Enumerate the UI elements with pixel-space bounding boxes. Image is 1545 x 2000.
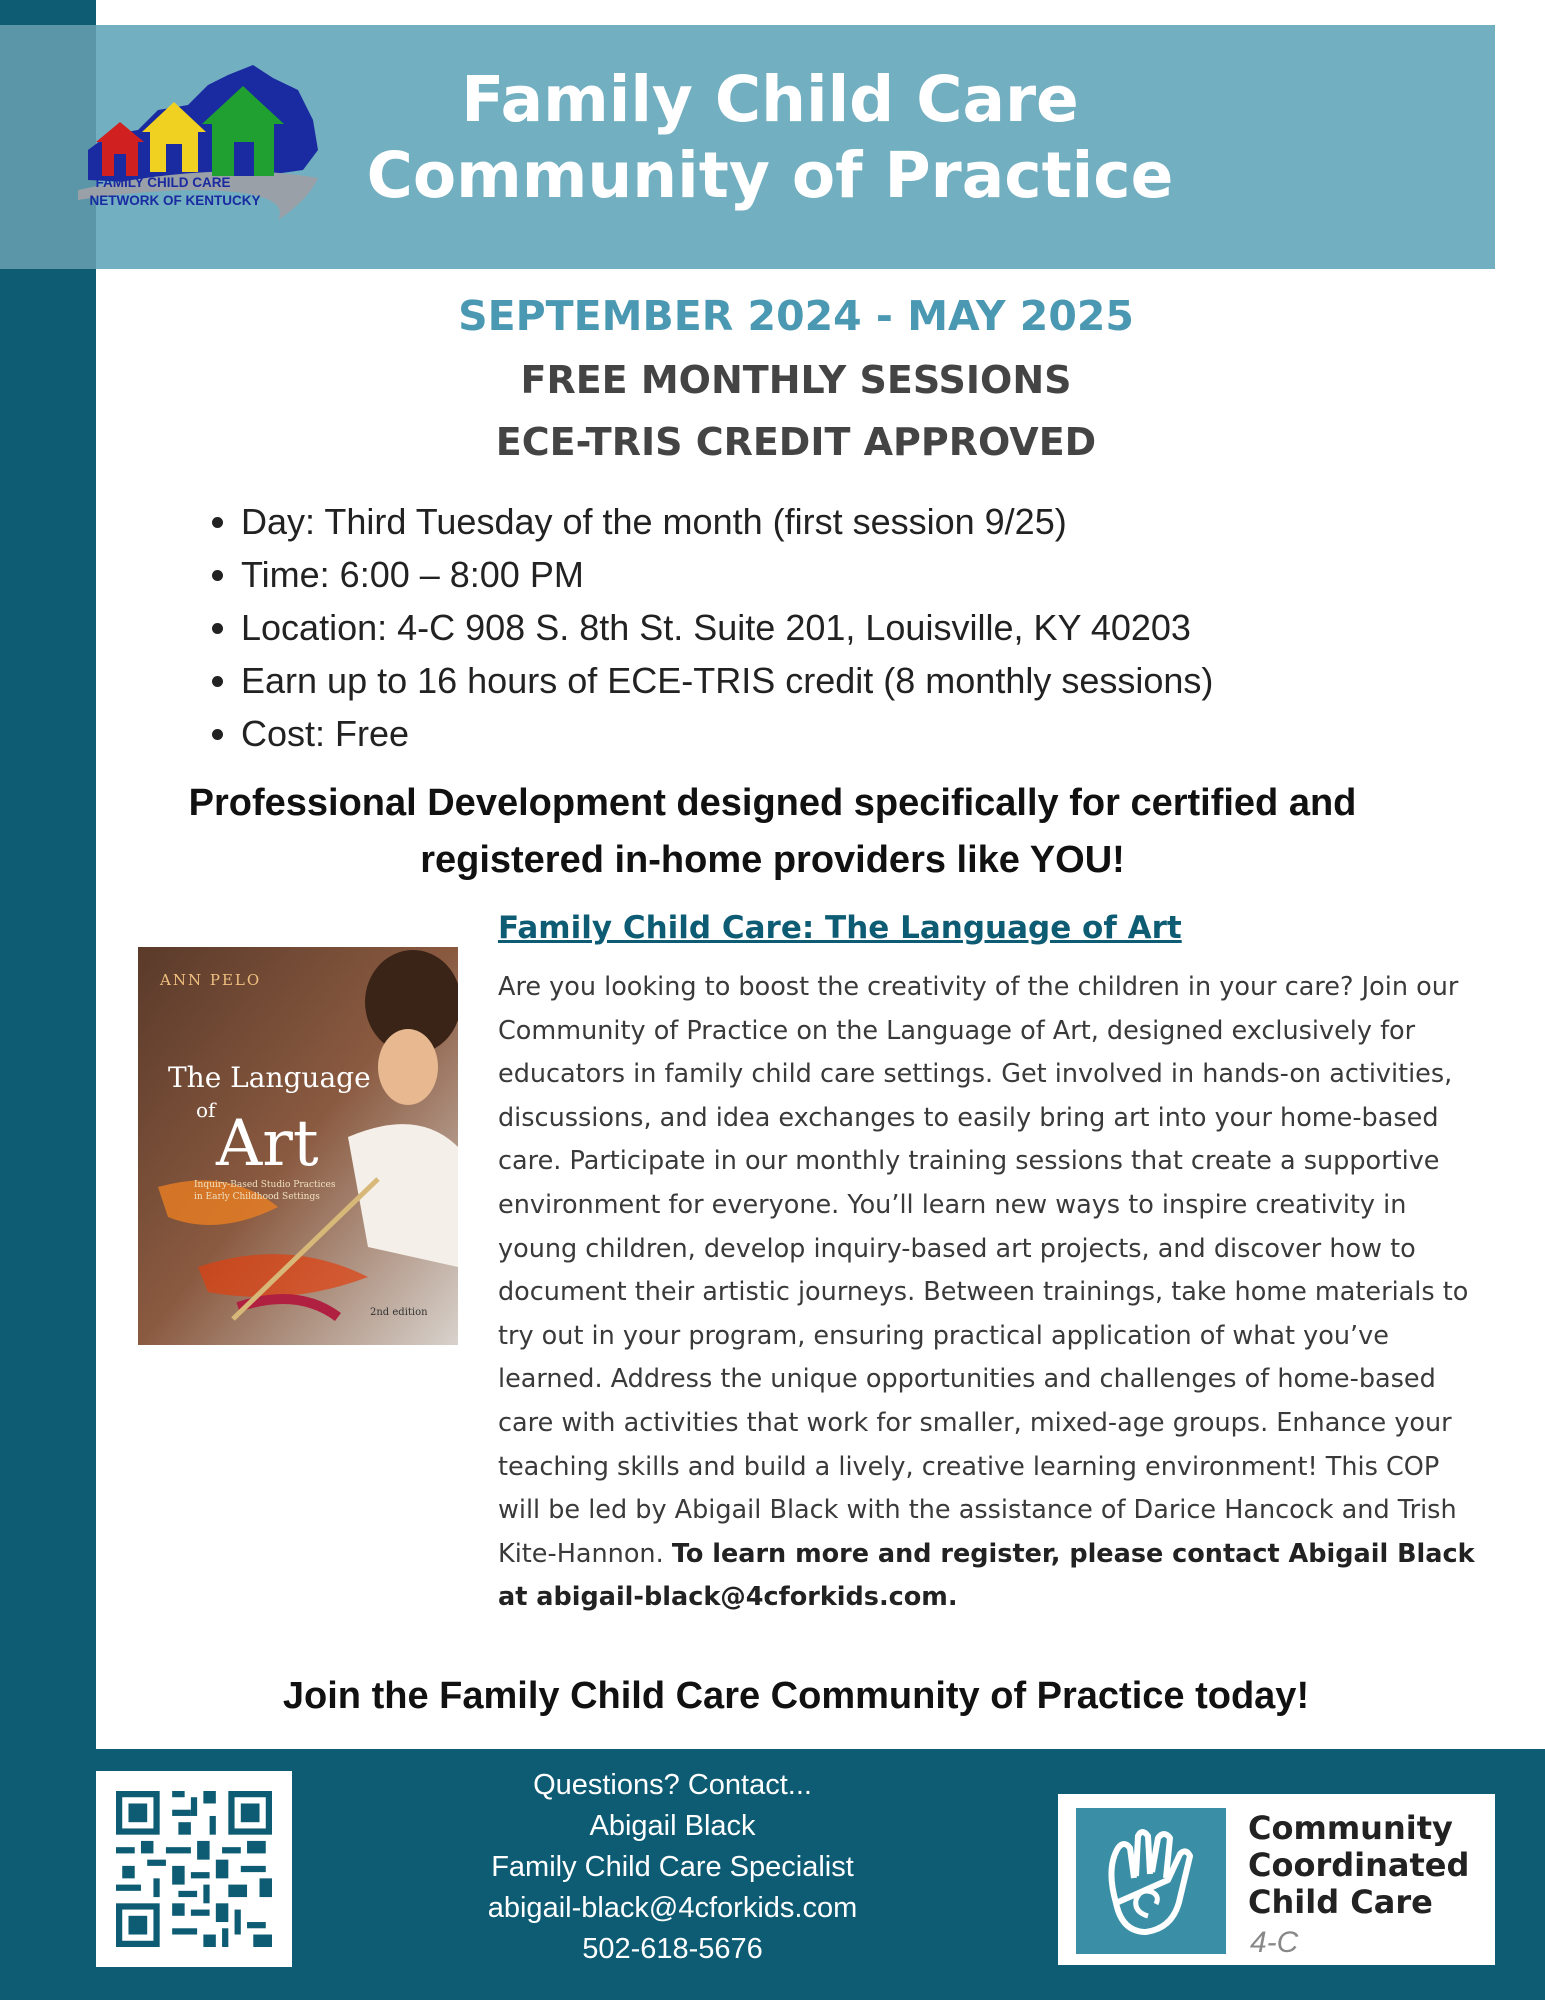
book-title-line1: The Language [168,1061,371,1094]
org-name-line2: Coordinated [1248,1846,1470,1884]
org-short-name: 4-C [1250,1926,1299,1959]
pd-statement [130,775,1415,889]
org-name-line3: Child Care [1248,1883,1433,1921]
article-register-text: To learn more and register, please contact Abigail Black at abigail-black@4cforkids.com. [498,1538,1475,1613]
book-subtitle-line1: Inquiry-Based Studio Practices [194,1180,336,1190]
list-item: • Time: 6:00 – 8:00 PM [241,548,1213,601]
program-dates: SEPTEMBER 2024 - MAY 2025 [458,292,1134,340]
contact-intro: Questions? Contact... [533,1769,812,1801]
list-item: • Day: Third Tuesday of the month (first session 9/25) [241,495,1213,548]
details-list [205,495,1213,760]
contact-phone: 502-618-5676 [582,1933,763,1965]
contact-name: Abigail Black [589,1810,756,1842]
pd-statement-line2: registered in-home providers like YOU! [420,839,1125,881]
book-title-art: Art [216,1107,319,1181]
qr-code-box [96,1771,292,1967]
book-author: ANN PELO [160,971,262,989]
4c-logo-box [1058,1794,1495,1965]
subheading-credit-approved: ECE-TRIS CREDIT APPROVED [495,420,1097,464]
page-title-line1: Family Child Care [461,63,1079,136]
book-subtitle-line2: in Early Childhood Settings [194,1192,320,1202]
book-cover-image [138,947,458,1345]
page-title-line2: Community of Practice [366,139,1174,212]
hand-icon [1076,1808,1226,1954]
contact-block [430,1765,915,1970]
list-item: • Cost: Free [241,707,1213,760]
join-cta: Join the Family Child Care Community of Practice today! [282,1675,1310,1717]
contact-role: Family Child Care Specialist [491,1851,854,1883]
subheading-free-sessions: FREE MONTHLY SESSIONS [520,358,1072,402]
page-title [340,62,1200,214]
red-house-icon [96,122,144,176]
fccnk-logo [68,50,328,240]
qr-code-icon [116,1791,272,1947]
org-name [1248,1810,1469,1921]
pd-statement-line1: Professional Development designed specifically for certified and [188,782,1357,824]
book-edition: 2nd edition [370,1307,428,1318]
left-accent-bar [0,0,96,2000]
logo-text-line2: NETWORK OF KENTUCKY [89,193,261,208]
contact-email-link[interactable]: abigail-black@4cforkids.com [487,1892,858,1924]
list-item: • Location: 4-C 908 S. 8th St. Suite 201, Louisville, KY 40203 [241,601,1213,654]
logo-text-line1: FAMILY CHILD CARE [95,175,231,190]
org-name-line1: Community [1248,1809,1453,1847]
article-body [498,966,1478,1620]
book-title-of: of [196,1098,216,1122]
article-title-link[interactable]: Family Child Care: The Language of Art [498,910,1182,946]
article-body-text: Are you looking to boost the creativity of the children in your care? Join our Community of Practice on the Language of Art, designed exclusively for educators in family child care settings. Get involved in hands-on activities, discussions, and idea exchanges to easily bring art into your home-based care. Participate in our monthly training sessions that create a supportive environment for everyone. You’ll learn new ways to inspire creativity in young children, develop inquiry-based art projects, and discover how to document their artistic journeys. Between trainings, take home materials to try out in your program, ensuring practical application of what you’ve learned. Address the unique opportunities and challenges of home-based care with activities that work for smaller, mixed-age groups. Enhance your teaching skills and build a lively, creative learning environment! This COP will be led by Abigail Black with the assistance of Darice Hancock and Trish Kite-Hannon. [498,972,1469,1569]
list-item: • Earn up to 16 hours of ECE-TRIS credit (8 monthly sessions) [241,654,1213,707]
